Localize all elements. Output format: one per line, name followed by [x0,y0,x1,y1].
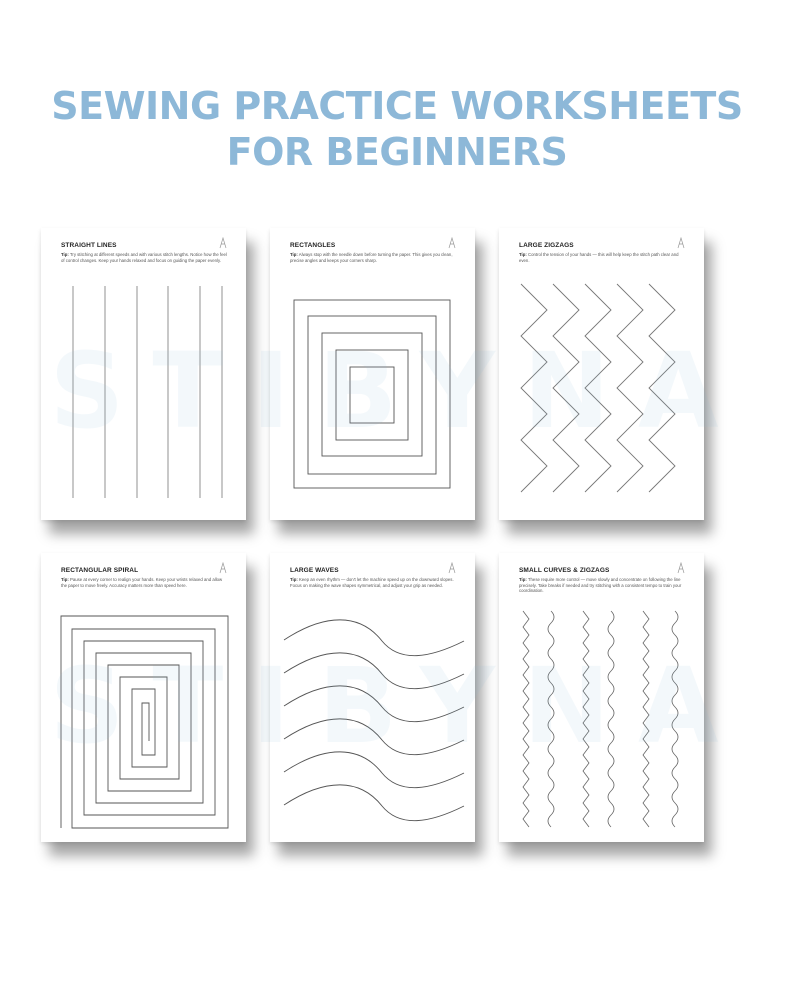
worksheet-rectangles [270,228,475,520]
worksheet-title: STRAIGHT LINES [61,242,117,249]
small-curves-zigzags-pattern [499,553,704,842]
worksheet-title: SMALL CURVES & ZIGZAGS [519,567,610,574]
page-title-line-1: SEWING PRACTICE WORKSHEETS [51,84,743,128]
worksheet-tip: Tip: Pause at every corner to realign your hands. Keep your wrists relaxed and allow the paper to move freely. Accuracy matters more than speed here. [61,577,223,588]
worksheet-title: LARGE ZIGZAGS [519,242,574,249]
worksheet-large-waves [270,553,475,842]
worksheet-tip: Tip: Control the tension of your hands — this will help keep the stitch path clear and even. [519,252,679,263]
worksheet-tip: Tip: These require more control — move slowly and concentrate on following the line precisely. Take breaks if needed and try stitching with a consistent tempo to train your coordination. [519,577,682,594]
worksheet-title: RECTANGLES [290,242,336,249]
large-waves-pattern [270,553,475,842]
worksheet-rectangular-spiral [41,553,246,842]
worksheet-tip: Tip: Always stop with the needle down before turning the paper. This gives you clean, precise angles and keeps your corners sharp. [290,252,453,263]
rectangular-spiral-pattern [41,553,246,842]
worksheet-small-curves-zigzags [499,553,704,842]
worksheet-large-zigzags [499,228,704,520]
worksheet-tip: Tip: Keep an even rhythm — don't let the machine speed up on the downward slopes. Focus on making the wave shapes symmetrical, and adjust your grip as needed. [290,577,454,588]
page-title-line-2: FOR BEGINNERS [226,130,568,174]
worksheet-straight-lines [41,228,246,520]
worksheet-title: LARGE WAVES [290,567,339,574]
rectangles-pattern [270,228,475,520]
large-zigzag-pattern [499,228,704,520]
straight-lines-pattern [41,228,246,520]
worksheet-title: RECTANGULAR SPIRAL [61,567,139,574]
worksheet-tip: Tip: Try stitching at different speeds and with various stitch lengths. Notice how the feel of control changes. Keep your hands relaxed and focus on guiding the paper evenly. [61,252,227,263]
